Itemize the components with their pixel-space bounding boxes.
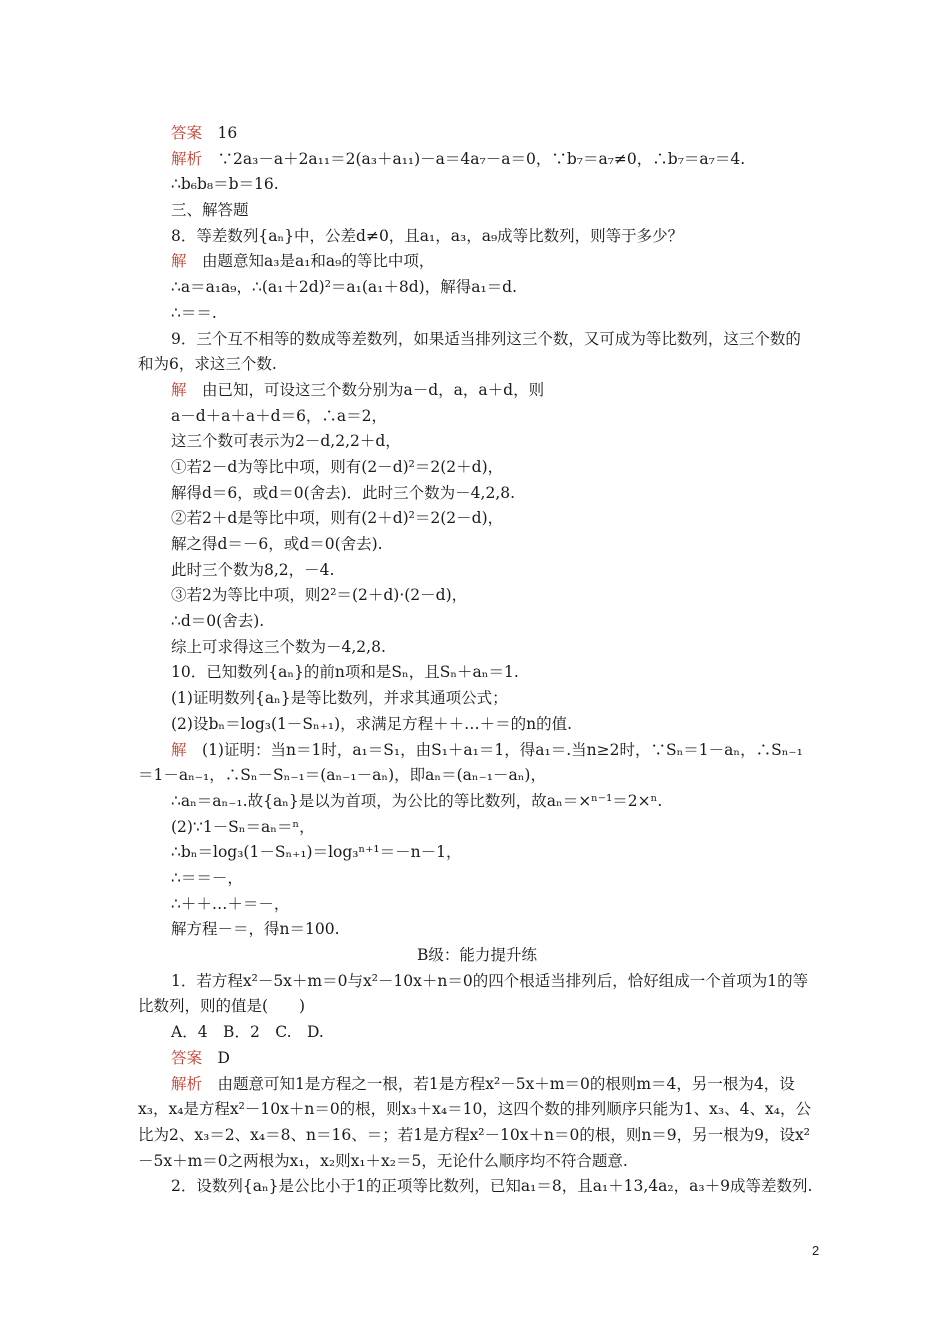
text-line: 这三个数可表示为2－d,2,2＋d，: [171, 432, 401, 451]
analysis-label: 解析: [171, 149, 203, 168]
page-number: 2: [812, 1243, 820, 1258]
solution-text: 由题意知a₃是a₁和a₉的等比中项，: [186, 252, 435, 271]
text-line: (1)证明数列{aₙ}是等比数列，并求其通项公式；: [171, 689, 508, 708]
text-line: 此时三个数为8,2，－4.: [171, 560, 335, 579]
question-9: 9．三个互不相等的数成等差数列，如果适当排列这三个数，又可成为等比数列，这三个数的和为6，求这三个数.: [138, 329, 801, 374]
text-line: 解方程－＝，得n＝100.: [171, 920, 340, 939]
answer-label: 答案: [171, 1048, 203, 1067]
solution-label: 解: [171, 252, 187, 271]
answer-line: [138, 1046, 816, 1072]
question-b1: 1．若方程x²－5x＋m＝0与x²－10x＋n＝0的四个根适当排列后，恰好组成一个首项为1的等比数列，则的值是( ): [138, 971, 809, 1016]
question-8: 8．等差数列{aₙ}中，公差d≠0，且a₁，a₃，a₉成等比数列，则等于多少？: [171, 226, 684, 245]
solution-line: [138, 378, 816, 404]
analysis-line: [138, 147, 816, 173]
solution-label: 解: [171, 380, 187, 399]
solution-text: 由已知，可设这三个数分别为a－d，a，a＋d，则: [186, 380, 545, 399]
section-heading: 三、解答题: [171, 201, 249, 220]
text-line: ∴＝＝－，: [171, 869, 243, 887]
text-line: 综上可求得这三个数为－4,2,8.: [171, 637, 386, 656]
text-line: ②若2＋d是等比中项，则有(2＋d)²＝2(2－d)，: [171, 509, 504, 528]
text-line: ∴aₙ＝aₙ₋₁.故{aₙ}是以为首项，为公比的等比数列，故aₙ＝×ⁿ⁻¹＝2×ⁿ.: [171, 791, 663, 810]
answer-label: 答案: [171, 124, 203, 142]
analysis-line: [138, 1072, 816, 1175]
level-heading: B级：能力提升练: [417, 946, 537, 965]
question-b2: 2．设数列{aₙ}是公比小于1的正项等比数列，已知a₁＝8，且a₁＋13,4a₂，a₃＋9成等差数列.: [171, 1177, 813, 1196]
answer-line: [138, 121, 816, 147]
text-line: ∴＋＋…＋＝－，: [171, 894, 290, 913]
text-line: ③若2为等比中项，则2²＝(2＋d)·(2－d)，: [171, 586, 468, 605]
text-line: ∴b₆b₈＝b＝16.: [171, 175, 279, 194]
solution-text: (1)证明：当n＝1时，a₁＝S₁，由S₁＋a₁＝1，得a₁＝.当n≥2时，∵Sₙ＝1－aₙ，∴Sₙ₋₁＝1－aₙ₋₁，∴Sₙ－Sₙ₋₁＝(aₙ₋₁－aₙ)，即aₙ＝(aₙ₋₁－aₙ)，: [138, 740, 803, 785]
analysis-label: 解析: [171, 1074, 203, 1093]
text-line: ∴d＝0(舍去).: [171, 612, 265, 631]
text-line: (2)∵1－Sₙ＝aₙ＝ⁿ，: [171, 817, 315, 836]
text-line: ∴＝＝.: [171, 303, 217, 322]
answer-text: D: [202, 1048, 230, 1067]
text-line: ①若2－d为等比中项，则有(2－d)²＝2(2＋d)，: [171, 457, 504, 476]
analysis-text: ∵2a₃－a＋2a₁₁＝2(a₃＋a₁₁)－a＝4a₇－a＝0，∵b₇＝a₇≠0，∴b₇＝a₇＝4.: [202, 149, 746, 168]
solution-line: [138, 249, 816, 275]
text-line: ∴a＝a₁a₉，∴(a₁＋2d)²＝a₁(a₁＋8d)，解得a₁＝d.: [171, 278, 518, 297]
choices-line: A．4 B．2 C. D.: [171, 1023, 324, 1042]
answer-text: 16: [202, 124, 238, 142]
text-line: 解之得d＝－6，或d＝0(舍去).: [171, 535, 383, 554]
page-content: [138, 121, 816, 1200]
solution-line: [138, 738, 816, 789]
analysis-text: 由题意可知1是方程之一根，若1是方程x²－5x＋m＝0的根则m＝4，另一根为4，设x₃，x₄是方程x²－10x＋n＝0的根，则x₃＋x₄＝10，这四个数的排列顺序只能为1、x₃、4、x₄，公比为2、x₃＝2、x₄＝8、n＝16、＝；若1是方程x²－10x＋n＝0的根，则n＝9，另一根为9，设x²－5x＋m＝0之两根为x₁，x₂则x₁＋x₂＝5，无论什么顺序均不符合题意.: [138, 1074, 811, 1170]
solution-label: 解: [171, 740, 187, 759]
text-line: (2)设bₙ＝log₃(1－Sₙ₊₁)，求满足方程＋＋…＋＝的n的值.: [171, 714, 573, 733]
question-10: 10．已知数列{aₙ}的前n项和是Sₙ，且Sₙ＋aₙ＝1.: [171, 663, 519, 682]
text-line: ∴bₙ＝log₃(1－Sₙ₊₁)＝log₃ⁿ⁺¹＝－n－1，: [171, 843, 462, 862]
text-line: a－d＋a＋a＋d＝6，∴a＝2，: [171, 406, 388, 425]
text-line: 解得d＝6，或d＝0(舍去)．此时三个数为－4,2,8.: [171, 483, 516, 502]
